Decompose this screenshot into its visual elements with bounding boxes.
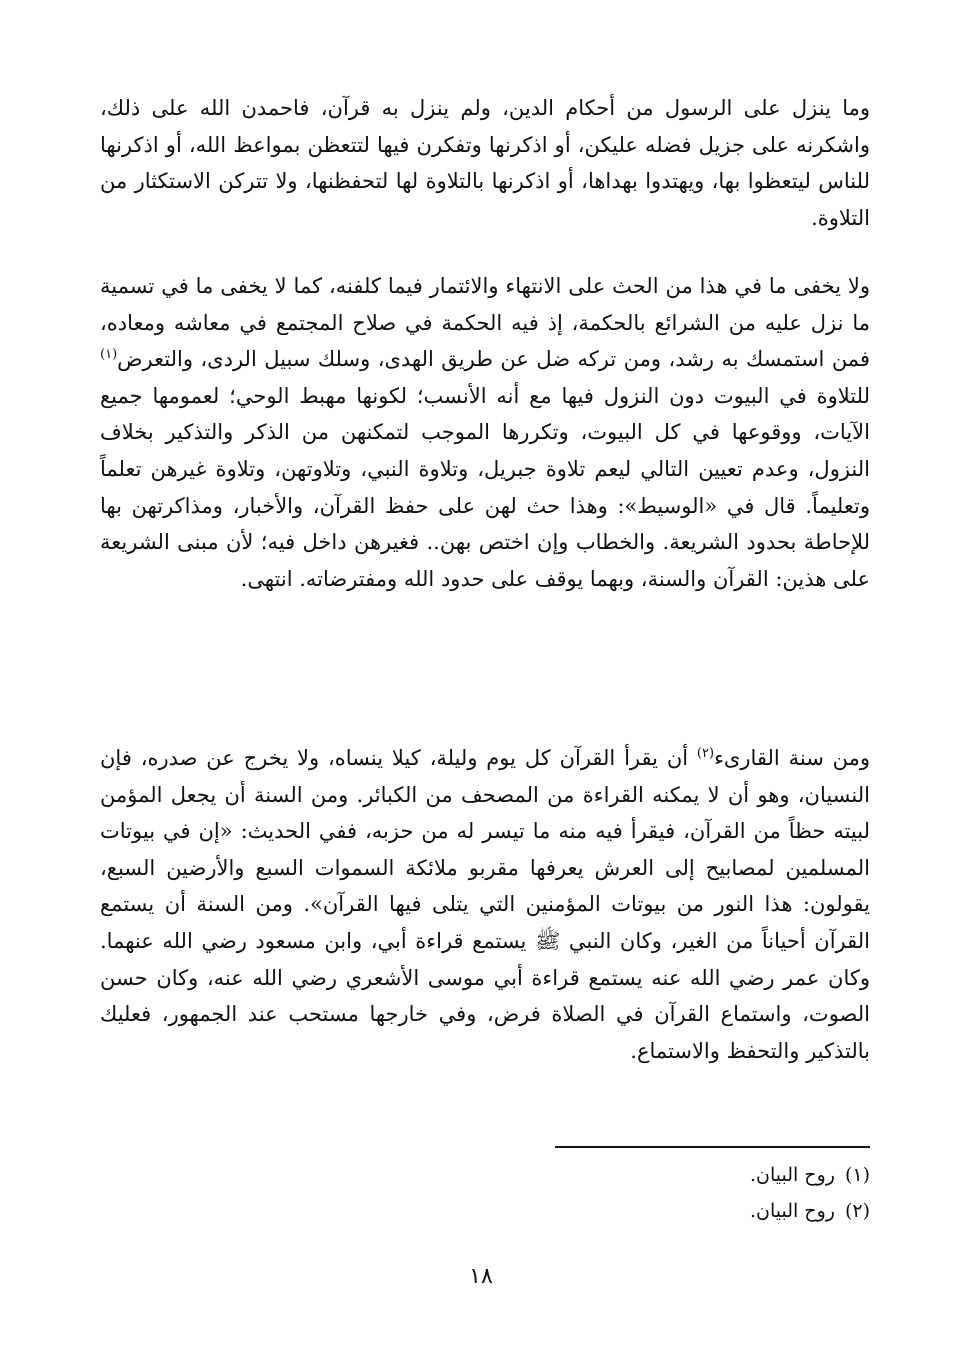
paragraph-3-text-end: أن يقرأ القرآن كل يوم وليلة، كيلا ينساه، ولا يخرج عن صدره، فإن النسيان، وهو أن لا يمكنه القراءة من المصحف من الكبائر. ومن السنة أن يجعل المؤمن لبيته حظاً من القرآن، فيقرأ فيه منه ما تيسر له من حزبه، ففي الحديث: «إن في بيوتات المسلمين لمصابيح إلى العرش يعرفها مقربو ملائكة السموات السبع والأرضين السبع، يقولون: هذا النور من بيوتات المؤمنين التي يتلى فيها القرآن». ومن السنة أن يستمع القرآن أحياناً من الغير، وكان النبي ﷺ يستمع قراءة أبي، وابن مسعود رضي الله عنهما. وكان عمر رضي الله عنه يستمع قراءة أبي موسى الأشعري رضي الله عنه، وكان حسن الصوت، واستماع القرآن في الصلاة فرض، وفي خارجها مستحب عند الجمهور، فعليك بالتذكير والتحفظ والاستماع. [100,746,870,1063]
footnote-1-number: (١) [844,1164,870,1186]
paragraph-2-text-start: ولا يخفى ما في هذا من الحث على الانتهاء والائتمار فيما كلفنه، كما لا يخفى ما في تسمية ما نزل عليه من الشرائع بالحكمة، إذ فيه الحكمة في صلاح المجتمع في معاشه ومعاده، فمن استمسك به رشد، ومن تركه ضل عن طريق الهدى، وسلك سبيل الردى، والتعرض [100,274,870,372]
footnote-1-text: روح البيان. [749,1164,835,1186]
paragraph-2 [100,268,870,597]
footnote-reference-1[interactable]: (١) [100,347,118,363]
footnote-reference-2[interactable]: (٢) [696,746,715,761]
paragraph-3-text-start: ومن سنة القارىء [714,746,871,770]
paragraph-1-text: وما ينزل على الرسول من أحكام الدين، ولم ينزل به قرآن، فاحمدن الله على ذلك، واشكرنه على جزيل فضله عليكن، أو اذكرنها وتفكرن فيها لتتعظن بمواعظ الله، أو اذكرنها للناس ليتعظوا بها، ويهتدوا بهداها، أو اذكرنها بالتلاوة لها لتحفظنها، ولا تتركن الاستكثار من التلاوة. [100,96,870,230]
footnote-1 [750,1162,870,1188]
footnote-divider [555,1146,870,1148]
footnote-2-text: روح البيان. [749,1200,835,1222]
footnote-2 [750,1198,870,1224]
page-number: ١٨ [469,1264,493,1289]
paragraph-2-text-end: للتلاوة في البيوت دون النزول فيها مع أنه الأنسب؛ لكونها مهبط الوحي؛ لعمومها جميع الآيات، ووقوعها في كل البيوت، وتكررها الموجب لتمكنهن من الذكر والتذكير بخلاف النزول، وعدم تعيين التالي ليعم تلاوة جبريل، وتلاوة النبي، وتلاوتهن، وتلاوة غيرهن تعلماً وتعليماً. قال في «الوسيط»: وهذا حث لهن على حفظ القرآن، والأخبار، ومذاكرتهن بها للإحاطة بحدود الشريعة. والخطاب وإن اختص بهن.. فغيرهن داخل فيه؛ لأن مبنى الشريعة على هذين: القرآن والسنة، وبهما يوقف على حدود الله ومفترضاته. انتهى. [100,383,870,591]
paragraph-1 [100,90,870,236]
footnote-2-number: (٢) [844,1200,870,1222]
paragraph-3 [100,740,870,1069]
